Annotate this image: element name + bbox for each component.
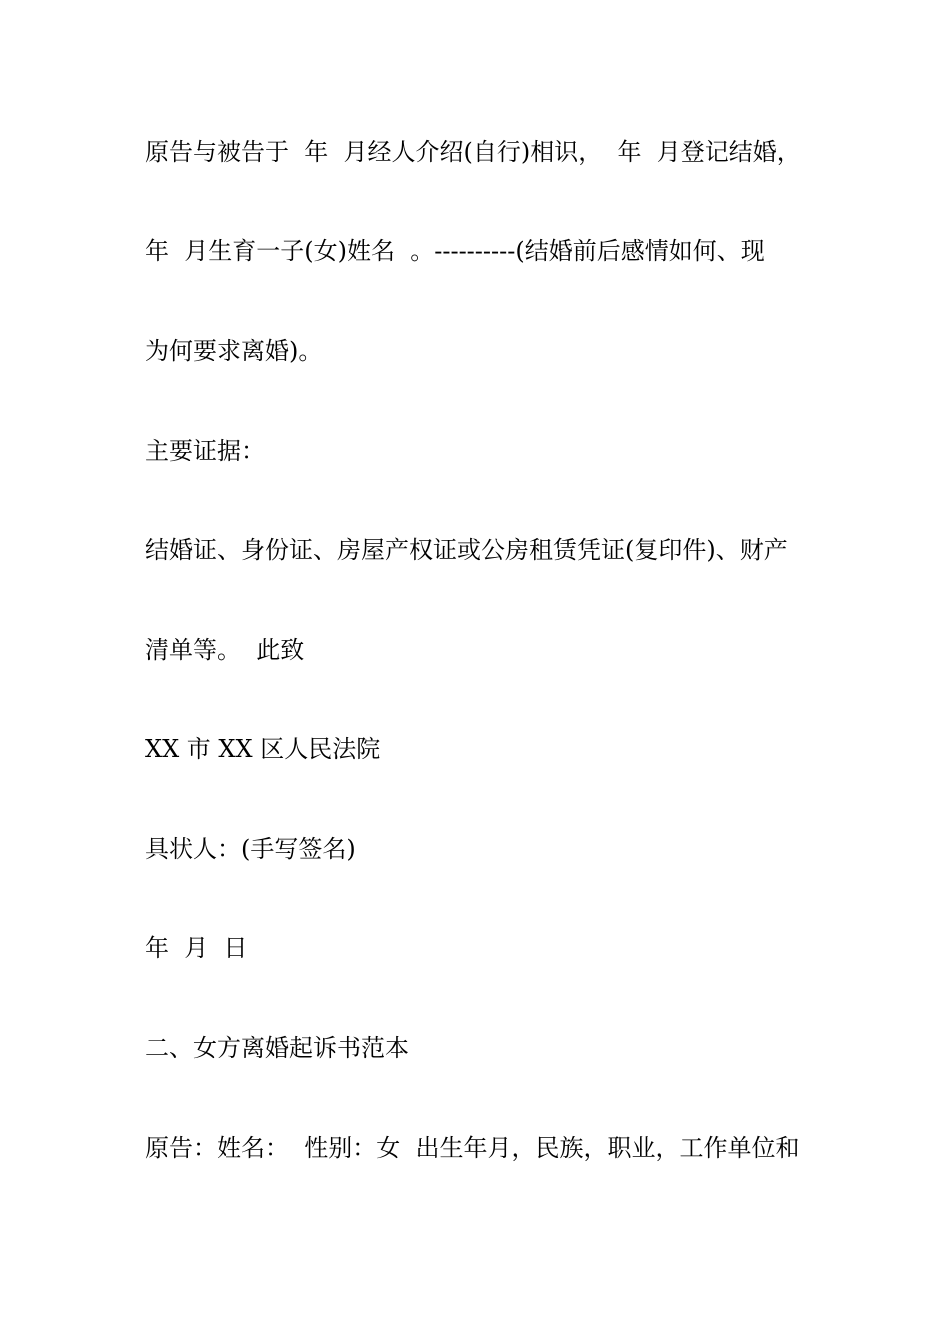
paragraph-marriage-history-line-2: 年 月生育一子(女)姓名 。----------(结婚前后感情如何、现 [145,237,765,265]
plaintiff-info-line: 原告：姓名： 性别：女 出生年月，民族，职业，工作单位和 [145,1134,800,1162]
section-heading: 二、女方离婚起诉书范本 [145,1034,409,1062]
court-addressee: XX 市 XX 区人民法院 [145,735,381,763]
evidence-list-line-1: 结婚证、身份证、房屋产权证或公房租赁凭证(复印件)、财产 [145,536,788,564]
evidence-list-line-2: 清单等。 此致 [145,636,305,664]
date-line: 年 月 日 [145,934,248,962]
evidence-heading: 主要证据： [145,437,265,465]
paragraph-marriage-history-line-3: 为何要求离婚)。 [145,337,323,365]
petitioner-signature-line: 具状人：(手写签名) [145,835,356,863]
paragraph-marriage-history-line-1: 原告与被告于 年 月经人介绍(自行)相识， 年 月登记结婚， [145,138,801,166]
